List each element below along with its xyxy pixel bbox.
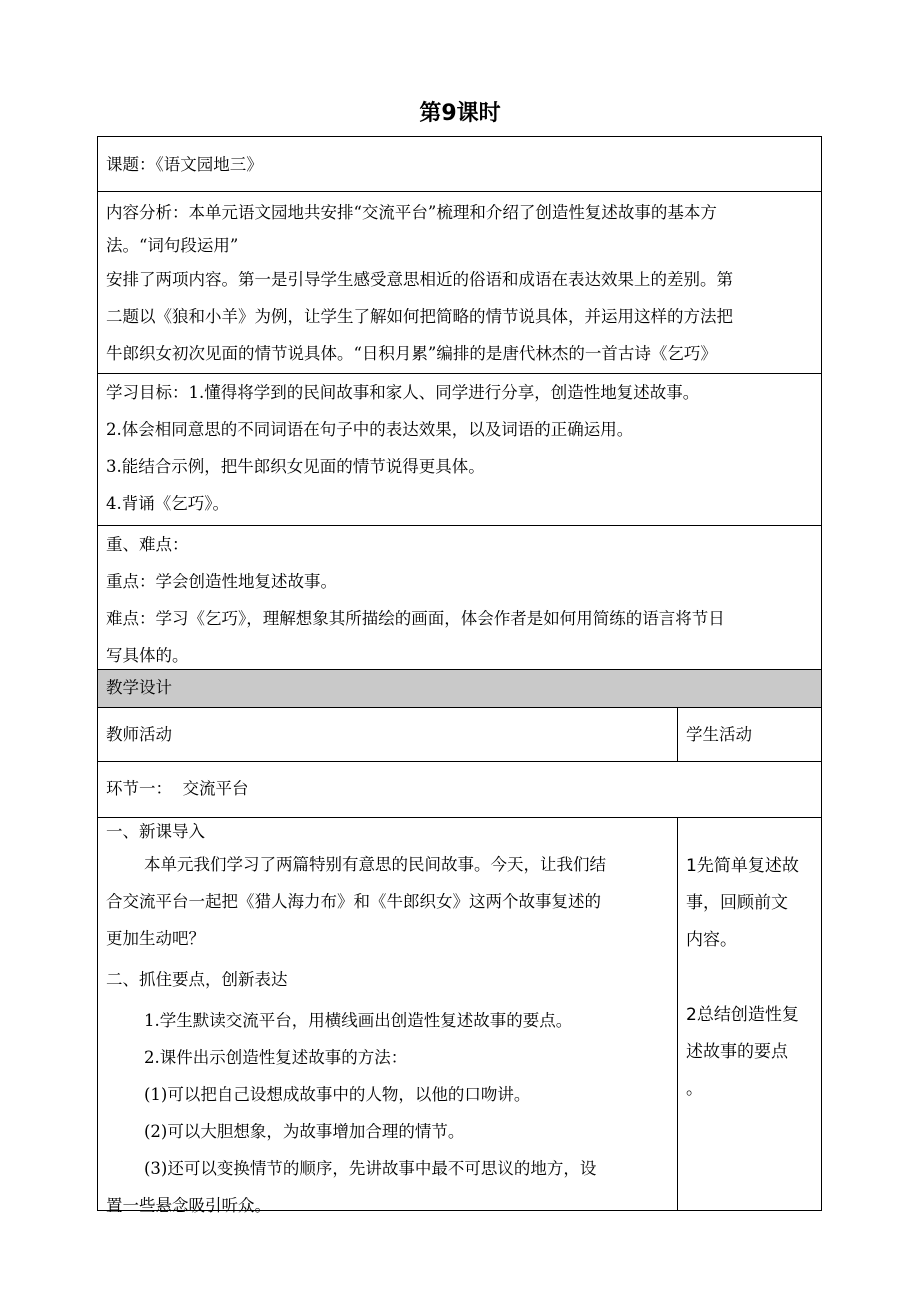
section-title: 环节一： 交流平台 [106,779,249,798]
analysis-line: 安排了两项内容。第一是引导学生感受意思相近的俗语和成语在表达效果上的差别。第 [106,270,733,289]
intro-line: 更加生动吧？ [106,929,205,948]
activity-row [98,818,821,1215]
goal-line: 3.能结合示例，把牛郎织女见面的情节说得更具体。 [106,457,485,476]
keypoint-line: 难点：学习《乞巧》，理解想象其所描绘的画面，体会作者是如何用简练的语言将节日 [106,609,725,628]
analysis-row [98,192,821,374]
keypoints-row [98,526,821,670]
method-item: 置一些悬念吸引听众。 [106,1196,271,1215]
section-row [98,762,821,818]
keypoint-line: 重点：学会创造性地复述故事。 [106,572,337,591]
goal-line: 4.背诵《乞巧》。 [106,494,229,513]
student-note-line: 事，回顾前文 [686,893,788,913]
design-header-row [98,670,821,708]
student-note-line: 1先简单复述故 [686,856,799,876]
goals-row [98,374,821,526]
method-item: 1.学生默读交流平台，用横线画出创造性复述故事的要点。 [144,1011,573,1030]
method-item: (3)还可以变换情节的顺序，先讲故事中最不可思议的地方，设 [144,1159,597,1178]
lesson-plan-table [97,136,822,1215]
keypoint-line: 写具体的。 [106,646,189,665]
analysis-line: 牛郎织女初次见面的情节说具体。“日积月累”编排的是唐代林杰的一首古诗《乞巧》 [106,344,717,363]
columns-header-row [98,708,821,762]
goal-line: 学习目标：1.懂得将学到的民间故事和家人、同学进行分享，创造性地复述故事。 [106,383,700,402]
topic-text: 课题：《语文园地三》 [106,155,263,174]
keypoint-line: 重、难点： [106,535,189,554]
method-item: (1)可以把自己设想成故事中的人物，以他的口吻讲。 [144,1085,531,1104]
intro-line: 合交流平台一起把《猎人海力布》和《牛郎织女》这两个故事复述的 [106,892,601,911]
method-item: 2.课件出示创造性复述故事的方法： [144,1048,408,1067]
student-note-line: 2总结创造性复 [686,1005,799,1025]
analysis-line: 内容分析：本单元语文园地共安排“交流平台”梳理和介绍了创造性复述故事的基本方 [106,203,717,222]
student-note-line: 。 [686,1079,703,1099]
student-column-header: 学生活动 [686,725,752,744]
analysis-line: 二题以《狼和小羊》为例，让学生了解如何把简略的情节说具体，并运用这样的方法把 [106,307,733,326]
teacher-activity [98,818,678,1215]
topic-row [98,137,821,192]
teacher-column-header: 教师活动 [98,708,678,761]
student-activity [678,818,821,1210]
intro-line: 本单元我们学习了两篇特别有意思的民间故事。今天，让我们结 [144,855,606,874]
goal-line: 2.体会相同意思的不同词语在句子中的表达效果，以及词语的正确运用。 [106,420,634,439]
teacher-heading: 一、新课导入 [106,822,205,841]
analysis-line: 法。“词句段运用” [106,236,239,255]
design-header: 教学设计 [106,678,172,697]
teacher-heading: 二、抓住要点，创新表达 [106,970,288,989]
student-note-line: 内容。 [686,930,737,950]
student-note-line: 述故事的要点 [686,1042,788,1062]
method-item: (2)可以大胆想象，为故事增加合理的情节。 [144,1122,465,1141]
page-title: 第9课时 [419,101,501,126]
